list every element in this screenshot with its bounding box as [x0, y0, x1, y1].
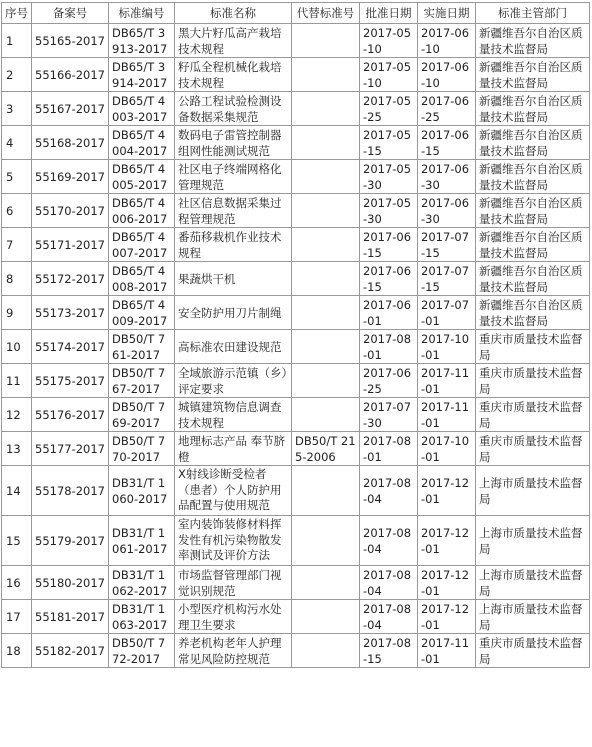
cell-approval-date: 2017-06-15: [360, 262, 418, 296]
cell-record-no: 55180-2017: [32, 566, 109, 600]
table-row: [2, 126, 590, 160]
table-row: [2, 228, 590, 262]
header-replaced-standard: 代替标准号: [292, 3, 360, 24]
cell-replaced-standard: [292, 24, 360, 58]
cell-authority: 新疆维吾尔自治区质量技术监督局: [476, 92, 590, 126]
cell-replaced-standard: [292, 364, 360, 398]
cell-approval-date: 2017-08-01: [360, 330, 418, 364]
cell-effective-date: 2017-11-01: [418, 364, 476, 398]
cell-record-no: 55170-2017: [32, 194, 109, 228]
cell-seq: 16: [2, 566, 32, 600]
cell-authority: 新疆维吾尔自治区质量技术监督局: [476, 160, 590, 194]
cell-replaced-standard: [292, 228, 360, 262]
header-record-no: 备案号: [32, 3, 109, 24]
cell-authority: 重庆市质量技术监督局: [476, 634, 590, 668]
cell-standard-name: 公路工程试验检测设备数据采集规范: [175, 92, 292, 126]
cell-effective-date: 2017-06-10: [418, 24, 476, 58]
cell-effective-date: 2017-07-15: [418, 228, 476, 262]
cell-approval-date: 2017-05-30: [360, 194, 418, 228]
cell-authority: 上海市质量技术监督局: [476, 466, 590, 516]
cell-seq: 3: [2, 92, 32, 126]
cell-effective-date: 2017-12-01: [418, 516, 476, 566]
cell-record-no: 55167-2017: [32, 92, 109, 126]
table-row: [2, 600, 590, 634]
cell-approval-date: 2017-08-04: [360, 466, 418, 516]
table-row: [2, 330, 590, 364]
cell-approval-date: 2017-06-25: [360, 364, 418, 398]
cell-standard-no: DB65/T 4008-2017: [109, 262, 175, 296]
cell-effective-date: 2017-10-01: [418, 432, 476, 466]
cell-standard-name: 全域旅游示范镇（乡）评定要求: [175, 364, 292, 398]
cell-replaced-standard: [292, 600, 360, 634]
cell-standard-name: X射线诊断受检者（患者）个人防护用品配置与使用规范: [175, 466, 292, 516]
cell-replaced-standard: DB50/T 215-2006: [292, 432, 360, 466]
cell-replaced-standard: [292, 194, 360, 228]
cell-replaced-standard: [292, 516, 360, 566]
cell-standard-no: DB65/T 3914-2017: [109, 58, 175, 92]
cell-record-no: 55181-2017: [32, 600, 109, 634]
cell-approval-date: 2017-08-04: [360, 600, 418, 634]
header-standard-name: 标准名称: [175, 3, 292, 24]
cell-approval-date: 2017-07-30: [360, 398, 418, 432]
cell-effective-date: 2017-06-10: [418, 58, 476, 92]
cell-approval-date: 2017-06-01: [360, 296, 418, 330]
cell-approval-date: 2017-05-25: [360, 92, 418, 126]
cell-authority: 重庆市质量技术监督局: [476, 364, 590, 398]
cell-effective-date: 2017-12-01: [418, 600, 476, 634]
cell-replaced-standard: [292, 398, 360, 432]
cell-record-no: 55173-2017: [32, 296, 109, 330]
cell-effective-date: 2017-10-01: [418, 330, 476, 364]
cell-standard-no: DB50/T 761-2017: [109, 330, 175, 364]
cell-authority: 新疆维吾尔自治区质量技术监督局: [476, 58, 590, 92]
cell-approval-date: 2017-08-04: [360, 516, 418, 566]
cell-effective-date: 2017-07-15: [418, 262, 476, 296]
cell-approval-date: 2017-08-04: [360, 566, 418, 600]
cell-seq: 12: [2, 398, 32, 432]
cell-standard-no: DB31/T 1063-2017: [109, 600, 175, 634]
cell-authority: 重庆市质量技术监督局: [476, 398, 590, 432]
table-row: [2, 262, 590, 296]
cell-seq: 1: [2, 24, 32, 58]
cell-standard-no: DB65/T 4006-2017: [109, 194, 175, 228]
cell-replaced-standard: [292, 634, 360, 668]
cell-authority: 新疆维吾尔自治区质量技术监督局: [476, 228, 590, 262]
cell-standard-name: 番茄移栽机作业技术规程: [175, 228, 292, 262]
cell-record-no: 55178-2017: [32, 466, 109, 516]
cell-seq: 13: [2, 432, 32, 466]
cell-seq: 11: [2, 364, 32, 398]
cell-standard-name: 市场监督管理部门视觉识别规范: [175, 566, 292, 600]
cell-record-no: 55182-2017: [32, 634, 109, 668]
table-row: [2, 160, 590, 194]
cell-standard-no: DB50/T 772-2017: [109, 634, 175, 668]
cell-replaced-standard: [292, 296, 360, 330]
cell-authority: 新疆维吾尔自治区质量技术监督局: [476, 194, 590, 228]
header-standard-no: 标准编号: [109, 3, 175, 24]
cell-record-no: 55166-2017: [32, 58, 109, 92]
cell-standard-no: DB31/T 1060-2017: [109, 466, 175, 516]
cell-effective-date: 2017-11-01: [418, 634, 476, 668]
cell-replaced-standard: [292, 466, 360, 516]
cell-seq: 10: [2, 330, 32, 364]
standards-table: [1, 2, 590, 668]
cell-replaced-standard: [292, 58, 360, 92]
cell-seq: 6: [2, 194, 32, 228]
table-row: [2, 364, 590, 398]
table-row: [2, 432, 590, 466]
cell-standard-name: 养老机构老年人护理常见风险防控规范: [175, 634, 292, 668]
cell-effective-date: 2017-06-30: [418, 160, 476, 194]
cell-effective-date: 2017-12-01: [418, 566, 476, 600]
cell-approval-date: 2017-08-15: [360, 634, 418, 668]
cell-authority: 重庆市质量技术监督局: [476, 432, 590, 466]
table-row: [2, 24, 590, 58]
cell-standard-no: DB65/T 4007-2017: [109, 228, 175, 262]
cell-seq: 8: [2, 262, 32, 296]
cell-standard-no: DB50/T 769-2017: [109, 398, 175, 432]
cell-effective-date: 2017-06-25: [418, 92, 476, 126]
cell-record-no: 55168-2017: [32, 126, 109, 160]
table-header-row: [2, 3, 590, 24]
cell-standard-no: DB65/T 4009-2017: [109, 296, 175, 330]
cell-standard-name: 室内装饰装修材料挥发性有机污染物散发率测试及评价方法: [175, 516, 292, 566]
cell-seq: 17: [2, 600, 32, 634]
cell-approval-date: 2017-06-15: [360, 228, 418, 262]
cell-record-no: 55179-2017: [32, 516, 109, 566]
cell-replaced-standard: [292, 262, 360, 296]
table-row: [2, 296, 590, 330]
cell-seq: 5: [2, 160, 32, 194]
header-approval-date: 批准日期: [360, 3, 418, 24]
cell-replaced-standard: [292, 566, 360, 600]
cell-effective-date: 2017-06-15: [418, 126, 476, 160]
cell-approval-date: 2017-05-15: [360, 126, 418, 160]
table-row: [2, 566, 590, 600]
cell-standard-name: 果蔬烘干机: [175, 262, 292, 296]
cell-standard-name: 城镇建筑物信息调查技术规程: [175, 398, 292, 432]
table-row: [2, 92, 590, 126]
cell-standard-no: DB31/T 1062-2017: [109, 566, 175, 600]
table-row: [2, 634, 590, 668]
cell-standard-name: 小型医疗机构污水处理卫生要求: [175, 600, 292, 634]
cell-authority: 新疆维吾尔自治区质量技术监督局: [476, 296, 590, 330]
cell-record-no: 55176-2017: [32, 398, 109, 432]
cell-effective-date: 2017-07-01: [418, 296, 476, 330]
cell-standard-name: 高标准农田建设规范: [175, 330, 292, 364]
cell-seq: 15: [2, 516, 32, 566]
cell-replaced-standard: [292, 160, 360, 194]
cell-record-no: 55177-2017: [32, 432, 109, 466]
cell-approval-date: 2017-05-10: [360, 58, 418, 92]
cell-record-no: 55175-2017: [32, 364, 109, 398]
cell-authority: 新疆维吾尔自治区质量技术监督局: [476, 262, 590, 296]
cell-effective-date: 2017-06-30: [418, 194, 476, 228]
cell-seq: 4: [2, 126, 32, 160]
header-effective-date: 实施日期: [418, 3, 476, 24]
cell-standard-name: 数码电子雷管控制器组网性能测试规范: [175, 126, 292, 160]
header-authority: 标准主管部门: [476, 3, 590, 24]
header-seq: 序号: [2, 3, 32, 24]
cell-standard-name: 籽瓜全程机械化栽培技术规程: [175, 58, 292, 92]
cell-record-no: 55172-2017: [32, 262, 109, 296]
cell-standard-name: 地理标志产品 奉节脐橙: [175, 432, 292, 466]
table-row: [2, 466, 590, 516]
cell-authority: 新疆维吾尔自治区质量技术监督局: [476, 24, 590, 58]
cell-record-no: 55174-2017: [32, 330, 109, 364]
cell-standard-no: DB65/T 4004-2017: [109, 126, 175, 160]
cell-authority: 重庆市质量技术监督局: [476, 330, 590, 364]
cell-replaced-standard: [292, 330, 360, 364]
cell-standard-name: 安全防护用刀片制绳: [175, 296, 292, 330]
cell-authority: 上海市质量技术监督局: [476, 516, 590, 566]
cell-standard-no: DB31/T 1061-2017: [109, 516, 175, 566]
cell-standard-no: DB50/T 770-2017: [109, 432, 175, 466]
cell-replaced-standard: [292, 126, 360, 160]
cell-seq: 7: [2, 228, 32, 262]
cell-authority: 上海市质量技术监督局: [476, 600, 590, 634]
cell-standard-no: DB65/T 4005-2017: [109, 160, 175, 194]
cell-replaced-standard: [292, 92, 360, 126]
cell-record-no: 55169-2017: [32, 160, 109, 194]
cell-effective-date: 2017-11-01: [418, 398, 476, 432]
cell-standard-name: 社区信息数据采集过程管理规范: [175, 194, 292, 228]
cell-standard-no: DB65/T 3913-2017: [109, 24, 175, 58]
table-row: [2, 58, 590, 92]
cell-authority: 上海市质量技术监督局: [476, 566, 590, 600]
cell-standard-name: 黑大片籽瓜高产栽培技术规程: [175, 24, 292, 58]
cell-approval-date: 2017-05-10: [360, 24, 418, 58]
cell-authority: 新疆维吾尔自治区质量技术监督局: [476, 126, 590, 160]
cell-approval-date: 2017-05-30: [360, 160, 418, 194]
cell-standard-name: 社区电子终端网格化管理规范: [175, 160, 292, 194]
cell-standard-no: DB50/T 767-2017: [109, 364, 175, 398]
cell-record-no: 55165-2017: [32, 24, 109, 58]
cell-seq: 18: [2, 634, 32, 668]
cell-seq: 9: [2, 296, 32, 330]
table-row: [2, 516, 590, 566]
cell-approval-date: 2017-08-01: [360, 432, 418, 466]
cell-record-no: 55171-2017: [32, 228, 109, 262]
cell-effective-date: 2017-12-01: [418, 466, 476, 516]
cell-standard-no: DB65/T 4003-2017: [109, 92, 175, 126]
table-row: [2, 398, 590, 432]
cell-seq: 14: [2, 466, 32, 516]
cell-seq: 2: [2, 58, 32, 92]
table-row: [2, 194, 590, 228]
